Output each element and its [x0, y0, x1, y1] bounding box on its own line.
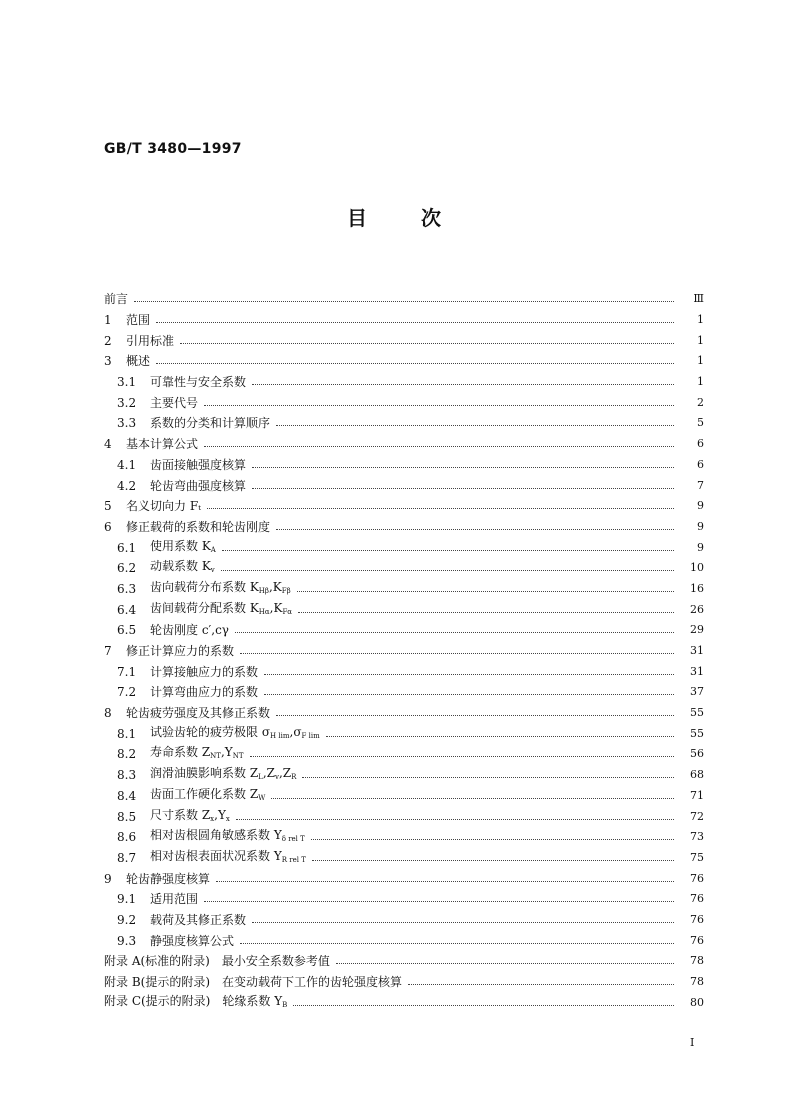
toc-entry-page: 73 — [690, 830, 704, 844]
toc-entry-number: 4.1 — [117, 457, 137, 472]
toc-entry-title: 轮齿弯曲强度核算 — [150, 478, 247, 493]
toc-entry-page: 55 — [690, 706, 704, 720]
toc-entry[interactable] — [104, 930, 704, 951]
toc-entry-number: 9.2 — [117, 912, 137, 927]
toc-entry-title: 静强度核算公式 — [150, 933, 235, 948]
toc-entry-page: 31 — [690, 664, 704, 678]
dot-leader — [156, 362, 674, 364]
toc-entry-number: 9.3 — [117, 933, 137, 948]
toc-entry-number: 4 — [104, 437, 112, 452]
dot-leader — [221, 569, 674, 571]
toc-entry-page: 1 — [697, 313, 704, 327]
toc-entry-number: 8 — [104, 706, 112, 721]
toc-entry[interactable] — [104, 351, 704, 372]
dot-leader — [297, 590, 674, 592]
toc-entry-title: 润滑油膜影响系数 $Z_L,Z_v,Z_R$ — [150, 766, 297, 782]
dot-leader — [312, 859, 674, 861]
toc-entry-number: 6.2 — [117, 561, 137, 576]
toc-entry-title: 齿面接触强度核算 — [150, 457, 247, 472]
dot-leader — [250, 755, 674, 757]
toc-entry-title: 齿间载荷分配系数 $K_{H\alpha},K_{F\alpha}$ — [150, 600, 293, 616]
toc-entry[interactable] — [104, 517, 704, 538]
toc-entry-title: 前言 — [104, 292, 129, 307]
dot-leader — [252, 487, 674, 489]
toc-entry-number: 8.6 — [117, 830, 137, 845]
dot-leader — [207, 507, 674, 509]
dot-leader — [298, 611, 674, 613]
toc-entry-page: 31 — [690, 644, 704, 658]
toc-entry-title: 可靠性与安全系数 — [150, 375, 247, 390]
toc-entry-title: 使用系数 $K_A$ — [150, 538, 216, 554]
dot-leader — [264, 693, 674, 695]
toc-entry[interactable] — [104, 455, 704, 476]
toc-entry-title: 试验齿轮的疲劳极限 $\sigma_{H lim},\sigma_{F lim}$ — [150, 724, 320, 740]
toc-entry-title: 附录 B(提示的附录) 在变动载荷下工作的齿轮强度核算 — [104, 975, 402, 990]
toc-entry-page: 6 — [697, 437, 704, 451]
toc-entry-page: 1 — [697, 354, 704, 368]
toc-entry-page: 76 — [690, 933, 704, 947]
dot-leader — [156, 321, 674, 323]
toc-entry-title: 轮齿静强度核算 — [126, 871, 211, 886]
dot-leader — [336, 962, 674, 964]
toc-entry[interactable] — [104, 434, 704, 455]
toc-entry-title: 范围 — [126, 313, 151, 328]
toc-entry-number: 3.1 — [117, 375, 137, 390]
toc-entry-number: 8.7 — [117, 850, 137, 865]
toc-entry-title: 系数的分类和计算顺序 — [150, 416, 271, 431]
toc-entry-page: 72 — [690, 809, 704, 823]
toc-entry-number: 9 — [104, 871, 112, 886]
toc-entry-number: 6 — [104, 519, 112, 534]
toc-entry-title: 相对齿根圆角敏感系数 $Y_{\delta rel T}$ — [150, 828, 305, 844]
toc-entry-title: 寿命系数 $Z_{NT},Y_{NT}$ — [150, 745, 244, 761]
toc-entry-title: 轮齿疲劳强度及其修正系数 — [126, 706, 271, 721]
toc-entry-page: 5 — [697, 416, 704, 430]
toc-entry-page: 1 — [697, 333, 704, 347]
toc-entry-page: 76 — [690, 912, 704, 926]
dot-leader — [204, 900, 674, 902]
table-of-contents — [104, 289, 704, 1013]
dot-leader — [236, 818, 674, 820]
toc-entry-title: 主要代号 — [150, 395, 199, 410]
dot-leader — [204, 404, 674, 406]
toc-entry-page: 56 — [690, 747, 704, 761]
dot-leader — [276, 714, 674, 716]
toc-entry-title: 轮齿刚度 c′,cγ — [150, 623, 229, 638]
dot-leader — [134, 300, 674, 302]
page-title: 目次 — [347, 206, 495, 230]
toc-entry[interactable] — [104, 537, 704, 558]
toc-entry-number: 6.3 — [117, 581, 137, 596]
toc-entry[interactable] — [104, 475, 704, 496]
toc-entry-number: 3.2 — [117, 395, 137, 410]
toc-entry-page: Ⅲ — [693, 292, 704, 306]
toc-entry[interactable] — [104, 703, 704, 724]
toc-entry-number: 7 — [104, 644, 112, 659]
toc-entry[interactable] — [104, 579, 704, 600]
page-number: I — [690, 1036, 695, 1049]
toc-entry-page: 71 — [690, 788, 704, 802]
toc-entry[interactable] — [104, 910, 704, 931]
dot-leader — [240, 942, 674, 944]
toc-entry-number: 8.1 — [117, 726, 137, 741]
toc-entry-title: 动载系数 $K_v$ — [150, 559, 215, 575]
toc-entry-page: 9 — [697, 519, 704, 533]
dot-leader — [264, 673, 674, 675]
toc-entry-page: 78 — [690, 975, 704, 989]
toc-entry-title: 适用范围 — [150, 892, 199, 907]
toc-entry-number: 7.1 — [117, 664, 137, 679]
dot-leader — [302, 776, 674, 778]
dot-leader — [276, 424, 674, 426]
toc-entry[interactable] — [104, 413, 704, 434]
dot-leader — [311, 838, 674, 840]
toc-entry-page: 2 — [697, 395, 704, 409]
toc-entry[interactable] — [104, 641, 704, 662]
toc-entry[interactable] — [104, 392, 704, 413]
dot-leader — [204, 445, 674, 447]
toc-entry-title: 相对齿根表面状况系数 $Y_{R rel T}$ — [150, 848, 306, 864]
toc-entry[interactable] — [104, 951, 704, 972]
toc-entry-page: 9 — [697, 499, 704, 513]
toc-entry-page: 68 — [690, 768, 704, 782]
toc-entry-title: 齿面工作硬化系数 $Z_W$ — [150, 786, 266, 802]
dot-leader — [216, 880, 674, 882]
toc-entry-page: 7 — [697, 478, 704, 492]
toc-entry-page: 76 — [690, 892, 704, 906]
toc-entry[interactable] — [104, 992, 704, 1013]
toc-entry-number: 6.5 — [117, 623, 137, 638]
toc-entry-title: 概述 — [126, 354, 151, 369]
dot-leader — [252, 383, 674, 385]
dot-leader — [252, 921, 674, 923]
toc-entry[interactable] — [104, 806, 704, 827]
toc-entry-number: 8.3 — [117, 768, 137, 783]
toc-entry[interactable] — [104, 868, 704, 889]
dot-leader — [408, 983, 674, 985]
toc-entry-number: 3 — [104, 354, 112, 369]
toc-entry-number: 6.4 — [117, 602, 137, 617]
dot-leader — [276, 528, 674, 530]
toc-entry[interactable] — [104, 330, 704, 351]
dot-leader — [293, 1004, 674, 1006]
dot-leader — [252, 466, 674, 468]
toc-entry-page: 16 — [690, 581, 704, 595]
toc-entry-page: 55 — [690, 726, 704, 740]
toc-entry-title: 附录 A(标准的附录) 最小安全系数参考值 — [104, 954, 330, 969]
toc-entry-page: 78 — [690, 954, 704, 968]
toc-entry-title: 附录 C(提示的附录) 轮缘系数 $Y_B$ — [104, 993, 288, 1009]
toc-entry[interactable] — [104, 723, 704, 744]
toc-entry-number: 2 — [104, 333, 112, 348]
toc-entry-title: 计算接触应力的系数 — [150, 664, 259, 679]
dot-leader — [326, 735, 674, 737]
dot-leader — [222, 549, 674, 551]
toc-entry-title: 修正计算应力的系数 — [126, 644, 235, 659]
toc-entry-number: 8.4 — [117, 788, 137, 803]
toc-entry[interactable] — [104, 599, 704, 620]
toc-entry-number: 6.1 — [117, 540, 137, 555]
toc-entry[interactable] — [104, 496, 704, 517]
toc-entry-page: 37 — [690, 685, 704, 699]
toc-entry-title: 尺寸系数 $Z_x,Y_x$ — [150, 807, 230, 823]
toc-entry-page: 9 — [697, 540, 704, 554]
toc-entry[interactable] — [104, 558, 704, 579]
toc-entry[interactable] — [104, 682, 704, 703]
toc-entry[interactable] — [104, 848, 704, 869]
toc-entry-number: 8.5 — [117, 809, 137, 824]
toc-entry-page: 80 — [690, 995, 704, 1009]
toc-entry-title: 修正载荷的系数和轮齿刚度 — [126, 519, 271, 534]
toc-entry-page: 29 — [690, 623, 704, 637]
toc-entry-page: 26 — [690, 602, 704, 616]
toc-entry-number: 3.3 — [117, 416, 137, 431]
toc-entry-page: 6 — [697, 457, 704, 471]
toc-entry-number: 8.2 — [117, 747, 137, 762]
toc-entry-page: 10 — [690, 561, 704, 575]
toc-entry[interactable] — [104, 620, 704, 641]
toc-entry[interactable] — [104, 827, 704, 848]
toc-entry-title: 名义切向力 Fₜ — [126, 499, 202, 514]
toc-entry[interactable] — [104, 889, 704, 910]
toc-entry[interactable] — [104, 786, 704, 807]
dot-leader — [180, 342, 674, 344]
toc-entry-number: 5 — [104, 499, 112, 514]
toc-entry[interactable] — [104, 372, 704, 393]
toc-entry[interactable] — [104, 765, 704, 786]
toc-entry-title: 载荷及其修正系数 — [150, 912, 247, 927]
toc-entry[interactable] — [104, 661, 704, 682]
toc-entry-number: 4.2 — [117, 478, 137, 493]
toc-entry[interactable] — [104, 744, 704, 765]
standard-code: GB/T 3480—1997 — [104, 141, 242, 157]
toc-entry-page: 76 — [690, 871, 704, 885]
toc-entry-number: 9.1 — [117, 892, 137, 907]
toc-entry-number: 1 — [104, 313, 112, 328]
toc-entry-page: 75 — [690, 850, 704, 864]
dot-leader — [235, 631, 674, 633]
toc-entry-page: 1 — [697, 375, 704, 389]
toc-entry[interactable] — [104, 310, 704, 331]
toc-entry[interactable] — [104, 972, 704, 993]
toc-entry[interactable] — [104, 289, 704, 310]
toc-entry-number: 7.2 — [117, 685, 137, 700]
toc-entry-title: 引用标准 — [126, 333, 175, 348]
dot-leader — [271, 797, 674, 799]
toc-entry-title: 基本计算公式 — [126, 437, 199, 452]
dot-leader — [240, 652, 674, 654]
toc-entry-title: 齿向载荷分布系数 $K_{H\beta},K_{F\beta}$ — [150, 579, 291, 595]
toc-entry-title: 计算弯曲应力的系数 — [150, 685, 259, 700]
